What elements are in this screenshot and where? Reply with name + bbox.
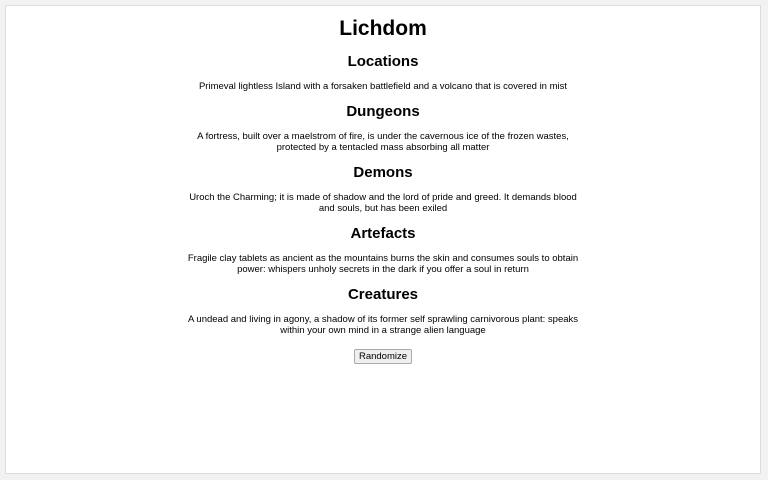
section-demons bbox=[183, 164, 583, 214]
section-heading-locations: Locations bbox=[347, 53, 419, 70]
section-heading-dungeons: Dungeons bbox=[346, 103, 420, 120]
section-text-locations: Primeval lightless Island with a forsaken battlefield and a volcano that is covered in mist bbox=[198, 81, 568, 92]
section-heading-artefacts: Artefacts bbox=[350, 225, 416, 242]
page-panel bbox=[5, 5, 761, 474]
page-title: Lichdom bbox=[339, 17, 427, 40]
section-dungeons bbox=[183, 103, 583, 153]
section-text-artefacts: Fragile clay tablets as ancient as the mountains burns the skin and consumes souls to obtain power: whispers unholy secrets in the dark if you offer a soul in return bbox=[187, 253, 579, 275]
section-heading-creatures: Creatures bbox=[347, 286, 419, 303]
section-heading-demons: Demons bbox=[353, 164, 413, 181]
section-creatures bbox=[183, 286, 583, 336]
section-text-dungeons: A fortress, built over a maelstrom of fire, is under the cavernous ice of the frozen wastes, protected by a tentacled mass absorbing all matter bbox=[197, 131, 569, 153]
section-text-creatures: A undead and living in agony, a shadow of its former self sprawling carnivorous plant: speaks within your own mind in a strange alien language bbox=[187, 314, 579, 336]
section-artefacts bbox=[183, 225, 583, 275]
button-row bbox=[183, 346, 583, 364]
content-column bbox=[183, 17, 583, 364]
section-text-demons: Uroch the Charming; it is made of shadow and the lord of pride and greed. It demands blood and souls, but has been exiled bbox=[189, 192, 577, 214]
section-locations bbox=[183, 53, 583, 92]
randomize-button[interactable]: Randomize bbox=[354, 349, 412, 364]
